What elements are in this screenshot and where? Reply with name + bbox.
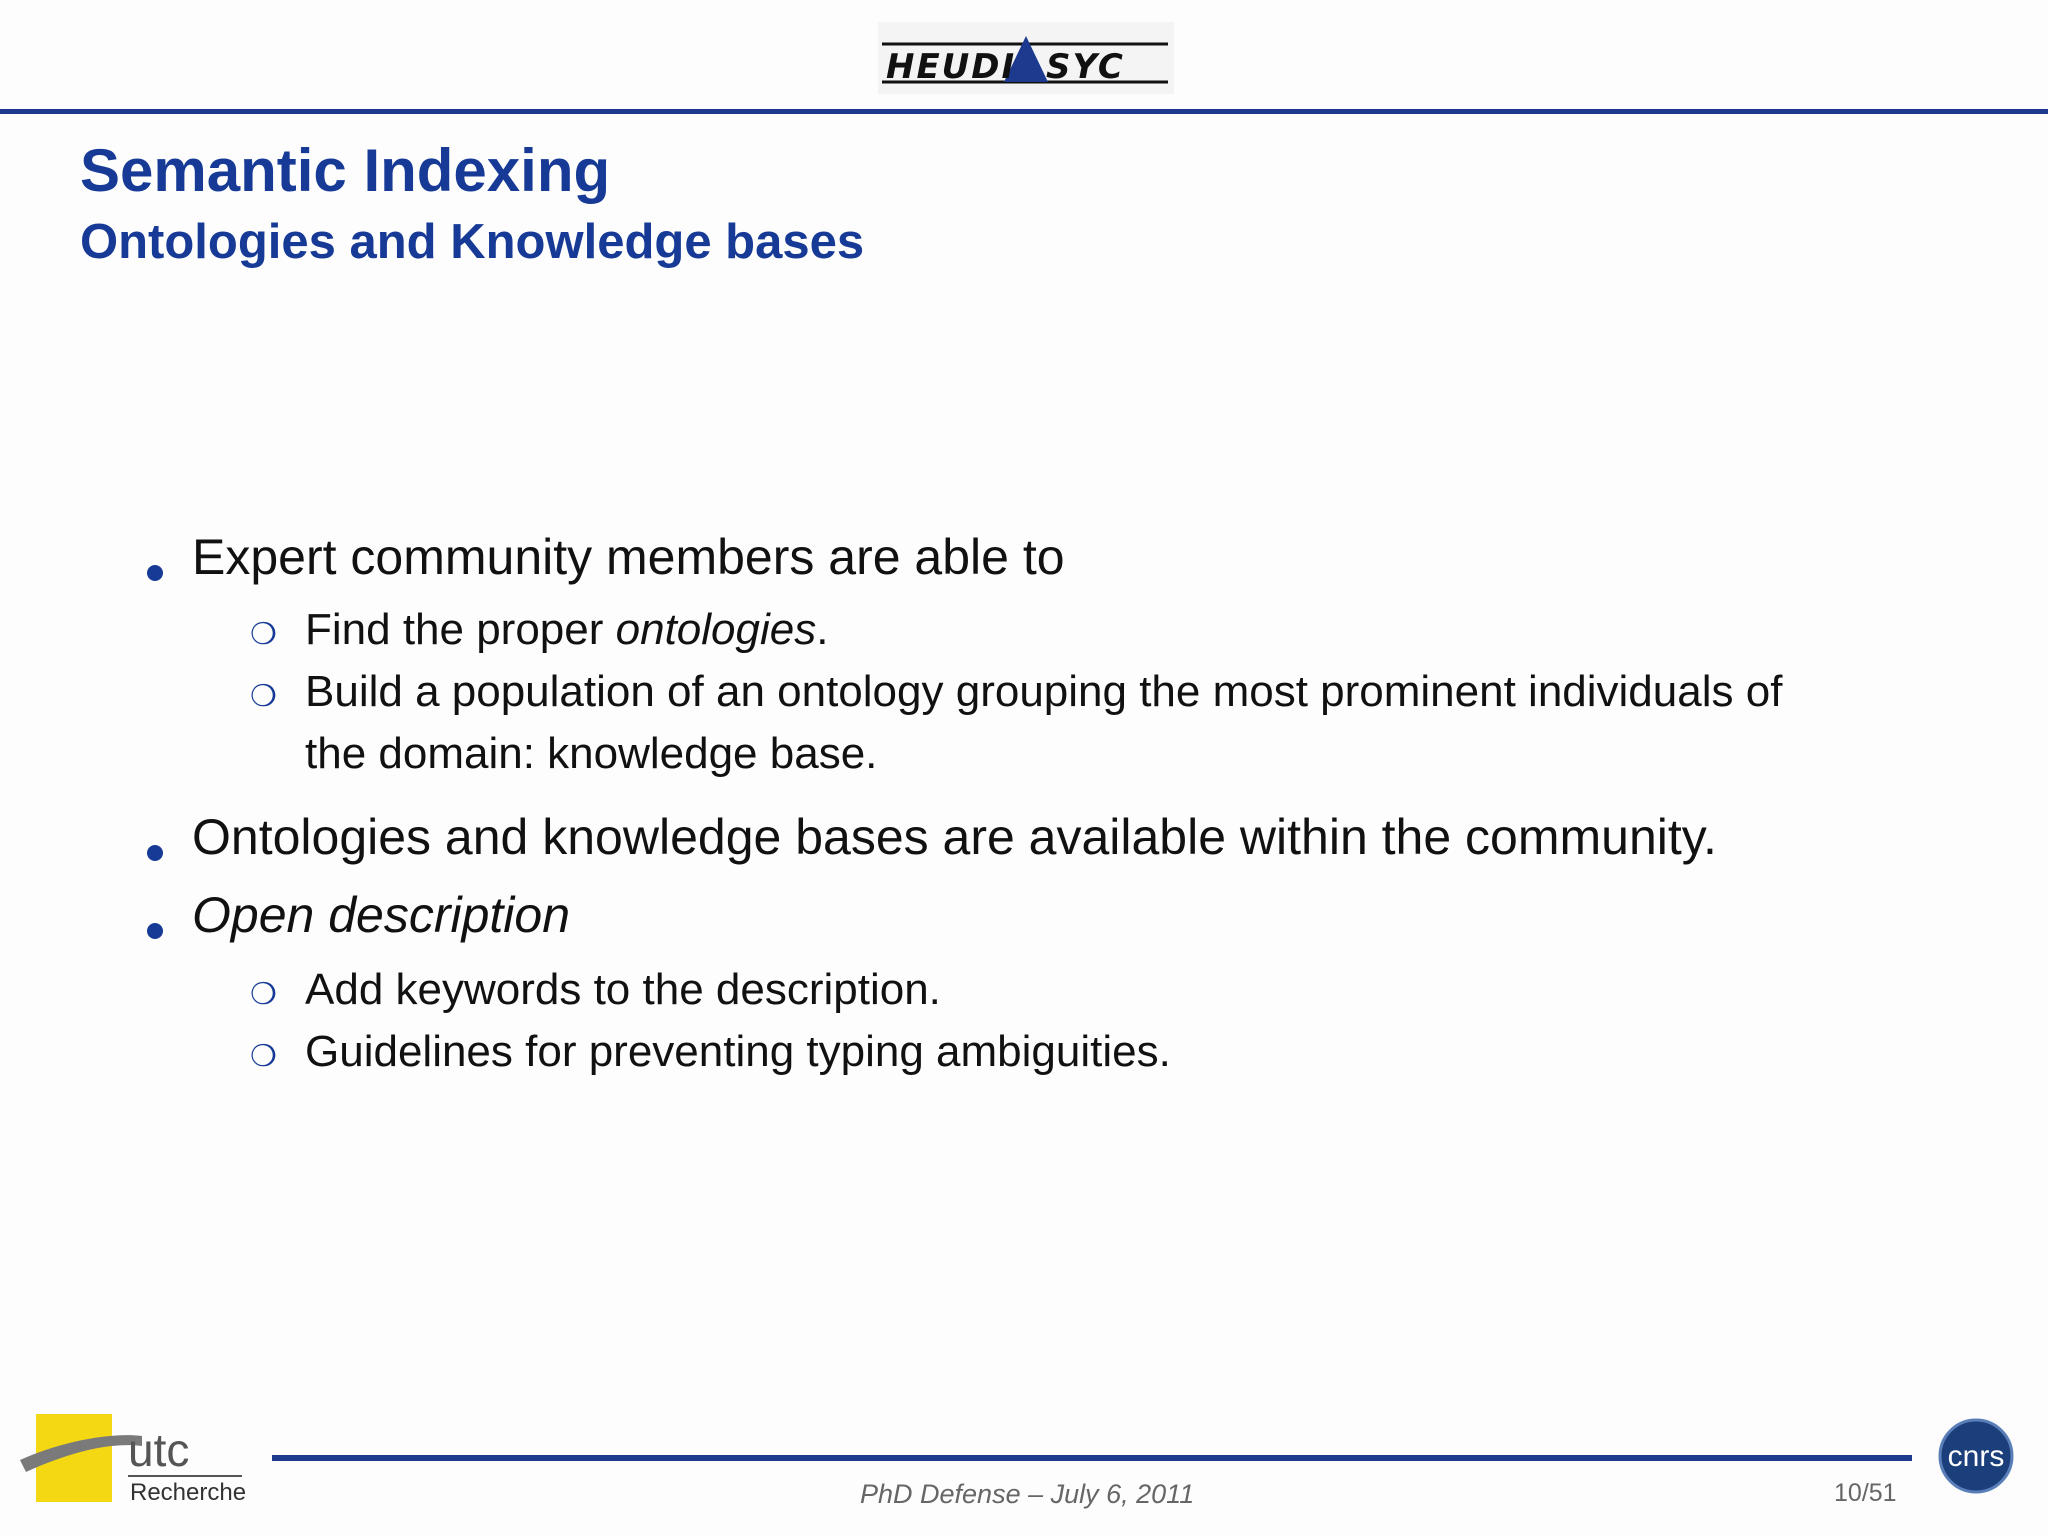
sub-list-item bbox=[305, 605, 828, 655]
heudiasyc-logo-icon bbox=[878, 22, 1174, 94]
utc-logo-icon bbox=[20, 1412, 250, 1504]
sub-bullet-icon: ❍ bbox=[250, 1039, 277, 1074]
sub-list-item-continuation: the domain: knowledge base. bbox=[305, 729, 878, 778]
bullet-icon bbox=[147, 845, 163, 861]
footer-rule bbox=[272, 1455, 1912, 1461]
svg-text:Recherche: Recherche bbox=[130, 1479, 247, 1504]
footer-text: PhD Defense – July 6, 2011 bbox=[860, 1479, 1195, 1509]
svg-text:SYC: SYC bbox=[1046, 47, 1125, 87]
svg-text:utc: utc bbox=[128, 1424, 190, 1476]
sub-bullet-icon: ❍ bbox=[250, 679, 277, 714]
bullet-icon bbox=[147, 565, 163, 581]
page-total: 51 bbox=[1868, 1479, 1897, 1507]
bullet-icon bbox=[147, 923, 163, 939]
slide-title: Semantic Indexing bbox=[80, 137, 611, 204]
page-separator: / bbox=[1861, 1479, 1869, 1507]
cnrs-logo-icon bbox=[1938, 1418, 2014, 1494]
list-item: Open description bbox=[192, 887, 571, 943]
page-number bbox=[1834, 1479, 1897, 1508]
list-item: Ontologies and knowledge bases are available within the community. bbox=[192, 809, 1717, 865]
sub-item-emphasis: ontologies bbox=[615, 605, 817, 654]
page-current: 10 bbox=[1834, 1479, 1862, 1507]
header-rule bbox=[0, 109, 2048, 114]
svg-text:cnrs: cnrs bbox=[1947, 1440, 2005, 1473]
sub-list-item: Add keywords to the description. bbox=[305, 965, 941, 1014]
sub-bullet-icon: ❍ bbox=[250, 977, 277, 1012]
sub-list-item: Build a population of an ontology grouping the most prominent individuals of bbox=[305, 667, 1783, 716]
sub-list-item: Guidelines for preventing typing ambiguities. bbox=[305, 1027, 1171, 1076]
list-item: Expert community members are able to bbox=[192, 529, 1065, 585]
sub-bullet-icon: ❍ bbox=[250, 617, 277, 652]
sub-item-text: Find the proper bbox=[305, 605, 616, 654]
svg-text:HEUDI: HEUDI bbox=[886, 47, 1017, 87]
sub-item-text: . bbox=[816, 605, 829, 654]
slide-subtitle: Ontologies and Knowledge bases bbox=[80, 215, 865, 269]
